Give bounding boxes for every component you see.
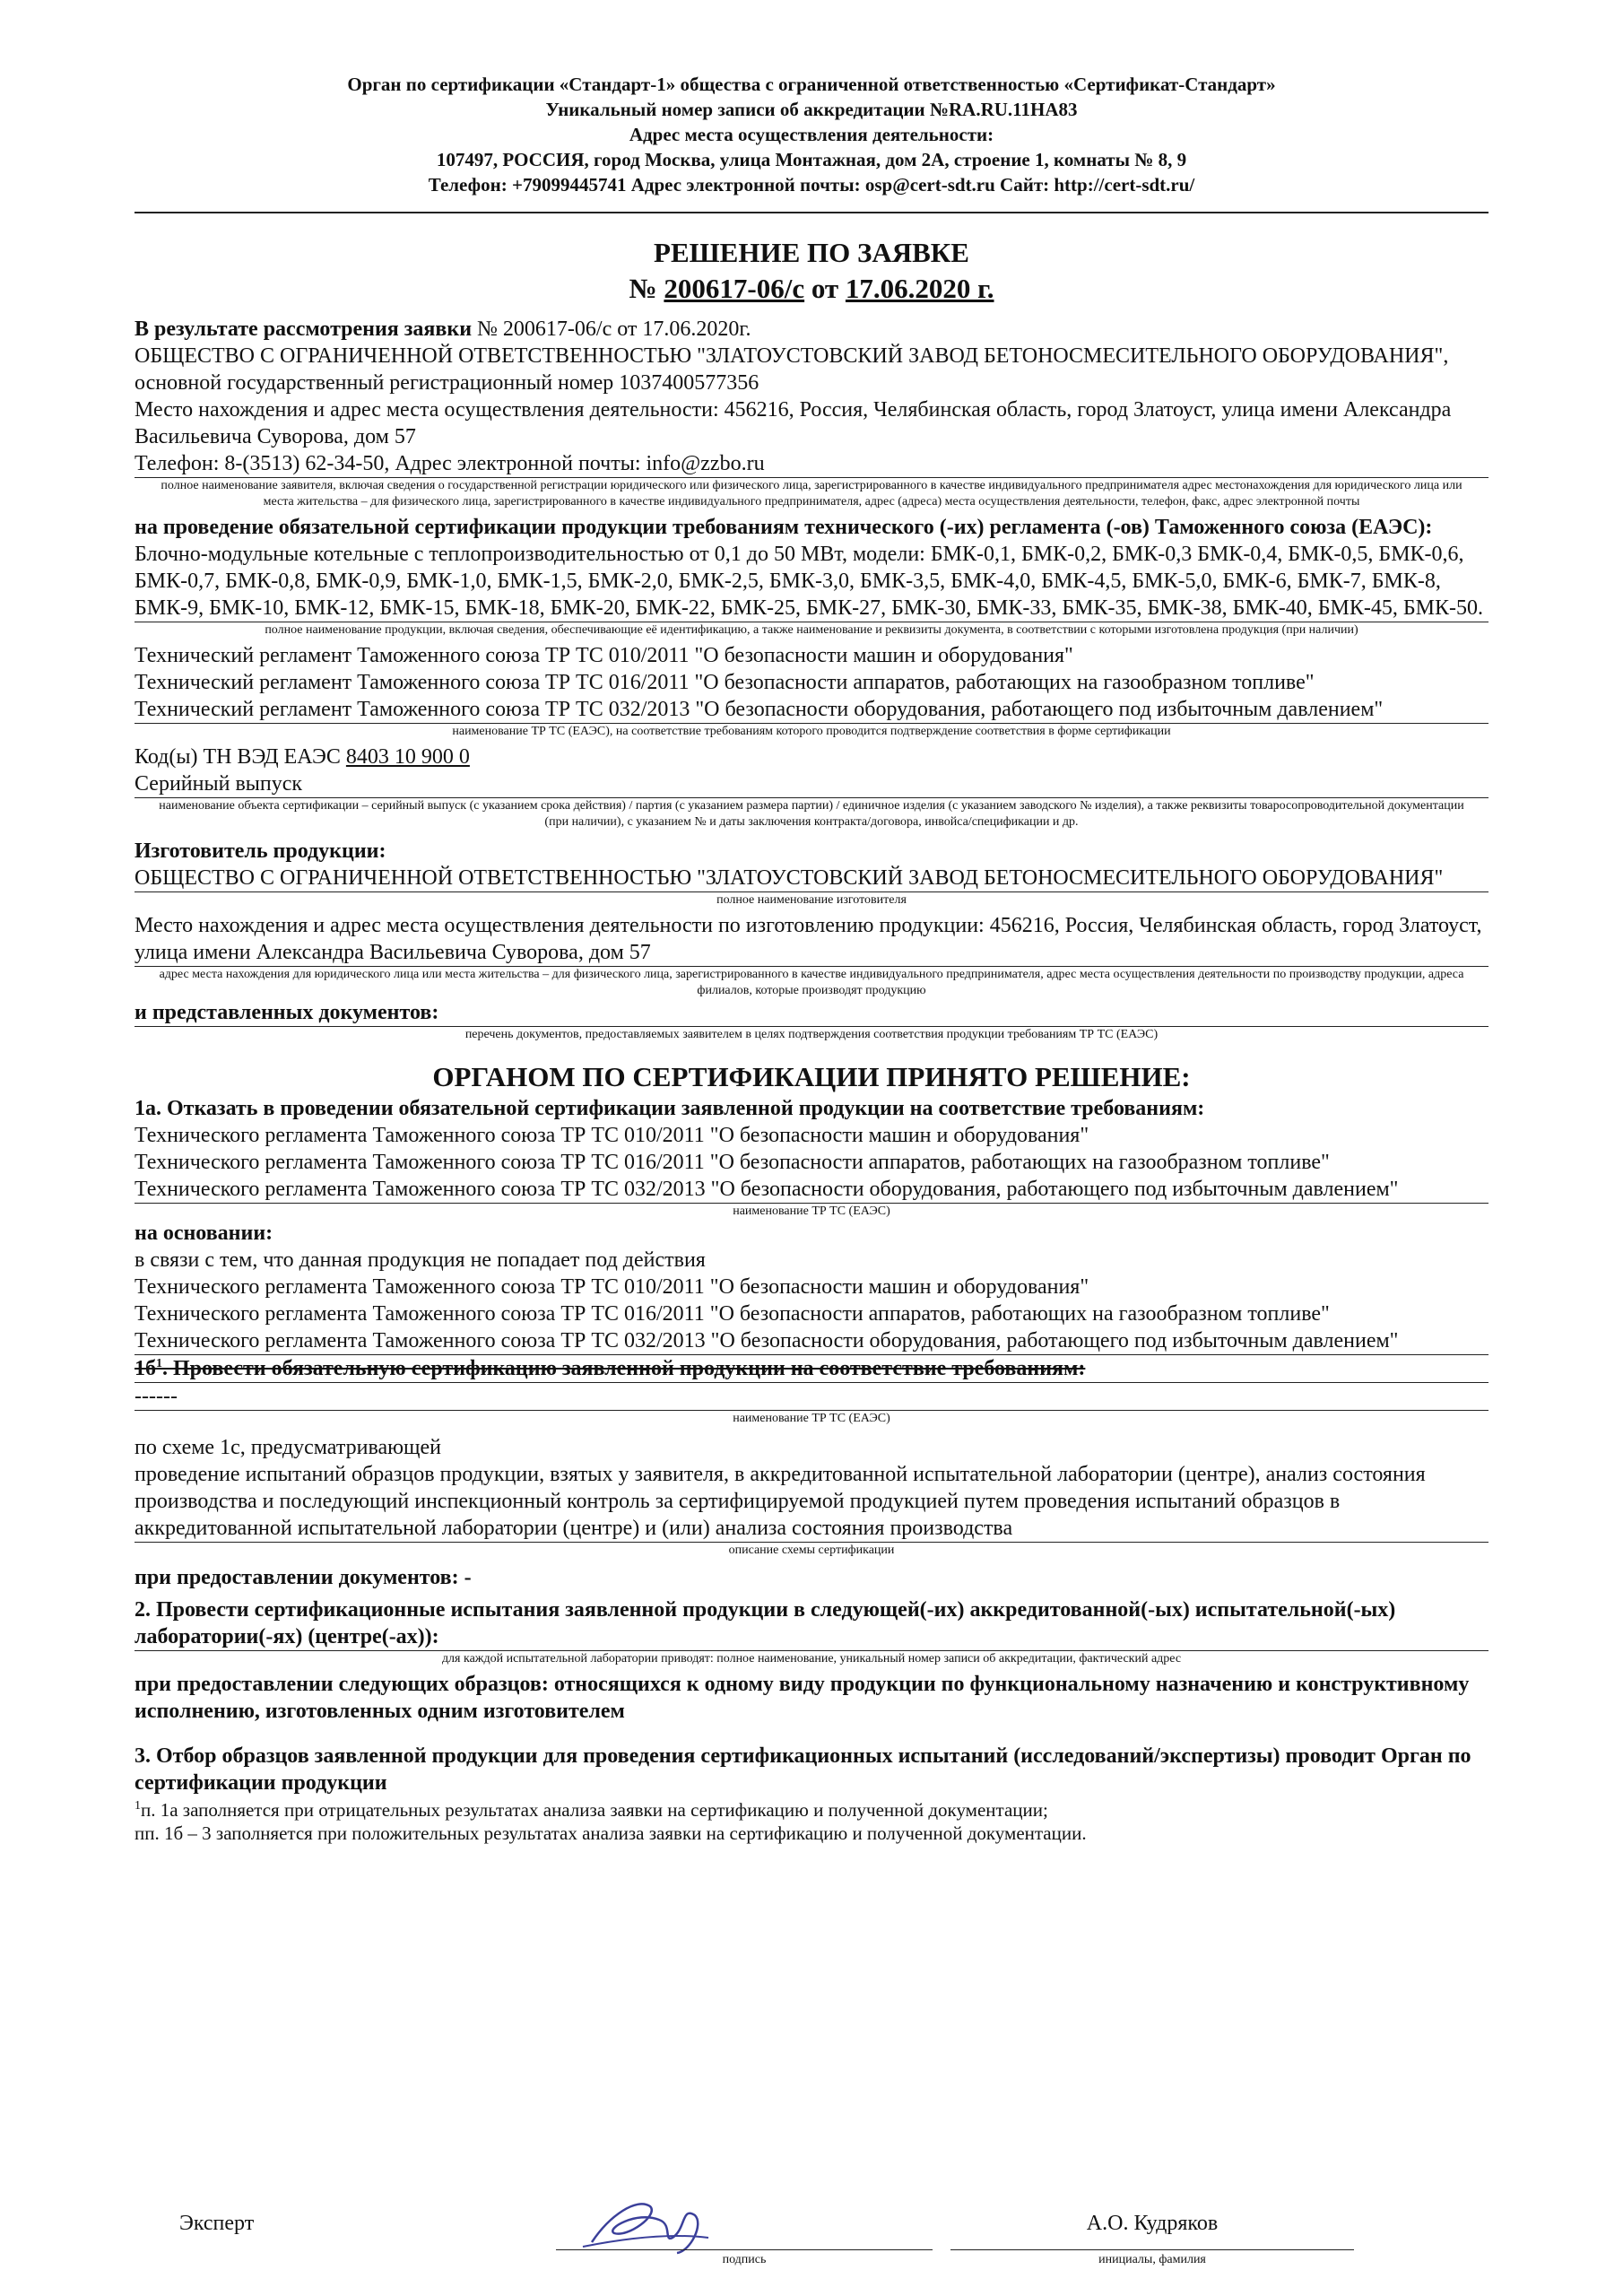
header-line: Телефон: +79099445741 Адрес электронной почты: osp@cert-sdt.ru Сайт: http://cert-sdt.ru/: [428, 174, 1195, 196]
expert-role: Эксперт: [179, 2212, 255, 2235]
decision-section: [135, 1059, 1488, 1845]
applicant-intro: В результате рассмотрения заявки: [135, 317, 473, 341]
regulations-caption: наименование ТР ТС (ЕАЭС), на соответствие требованиям которого проводится подтверждение соответствия в форме сертификации: [452, 725, 1171, 738]
regulation-item: Технического регламента Таможенного союза ТР ТС 032/2013 "О безопасности оборудования, работающего под избыточным давлением": [135, 1178, 1399, 1201]
manufacturer-address-caption: адрес места нахождения для юридического лица или места жительства – для физического лица, зарегистрированного в качестве индивидуального предпринимателя, адрес места осуществления деятельности по производству продукции, адреса филиалов, которые производят продукцию: [159, 968, 1464, 997]
clause-1a-regs: [135, 1122, 1488, 1204]
document-title: [135, 235, 1488, 307]
regulation-item: Технический регламент Таможенного союза ТР ТС 032/2013 "О безопасности оборудования, работающего под избыточным давлением": [135, 698, 1384, 721]
expert-name: А.О. Кудряков: [1086, 2212, 1219, 2235]
from-word: от: [811, 273, 839, 304]
scheme-intro: по схеме 1с, предусматривающей: [135, 1436, 442, 1459]
signature-caption: подпись: [722, 2253, 767, 2266]
manufacturer-section: [135, 838, 1488, 1043]
hs-code-label: Код(ы) ТН ВЭД ЕАЭС: [135, 745, 341, 769]
regulation-item: Технического регламента Таможенного союза ТР ТС 032/2013 "О безопасности оборудования, работающего под избыточным давлением": [135, 1329, 1399, 1352]
scheme-caption: описание схемы сертификации: [728, 1544, 895, 1557]
applicant-name: ОБЩЕСТВО С ОГРАНИЧЕННОЙ ОТВЕТСТВЕННОСТЬЮ "ЗЛАТОУСТОВСКИЙ ЗАВОД БЕТОНОСМЕСИТЕЛЬНОГО ОБОРУДОВАНИЯ", основной государственный регистрационный номер 1037400577356: [135, 344, 1449, 395]
issuer-header: [135, 72, 1488, 197]
applicant-caption: полное наименование заявителя, включая сведения о государственной регистрации юридического или физического лица, зарегистрированного в качестве индивидуального предпринимателя адрес местонахождения для юридического лица или места жительства – для физического лица, зарегистрированного в качестве индивидуального предпринимателя, адрес (адреса) места осуществления деятельности, телефон, факс, адрес электронной почты: [161, 479, 1462, 509]
manufacturer-label: Изготовитель продукции:: [135, 839, 386, 863]
basis-label: на основании:: [135, 1222, 273, 1245]
header-line: 107497, РОССИЯ, город Москва, улица Монтажная, дом 2А, строение 1, комнаты № 8, 9: [436, 149, 1187, 170]
footnote-mark: 1: [156, 1357, 162, 1370]
documents-caption: перечень документов, предоставляемых заявителем в целях подтверждения соответствия продукции требованиям ТР ТС (ЕАЭС): [464, 1028, 1159, 1041]
clause-1b-dash: ------: [135, 1383, 1488, 1411]
manufacturer-address: Место нахождения и адрес места осуществления деятельности по изготовлению продукции: 456216, Россия, Челябинская область, город Златоуст, улица имени Александра Васильевича Суворова, дом 57: [135, 912, 1488, 967]
signature-block: [0, 2188, 1623, 2296]
clause-1b-heading: [135, 1355, 1488, 1383]
certificate-decision-page: [135, 72, 1488, 1845]
clause-1b-num: 1б: [135, 1357, 156, 1380]
regulation-item: Технического регламента Таможенного союза ТР ТС 010/2011 "О безопасности машин и оборудования": [135, 1124, 1089, 1147]
number-sign: №: [629, 273, 657, 304]
applicant-address: Место нахождения и адрес места осуществления деятельности: 456216, Россия, Челябинская область, город Златоуст, улица имени Александра Васильевича Суворова, дом 57: [135, 398, 1452, 448]
serial-production: Серийный выпуск: [135, 770, 1488, 798]
product-caption: полное наименование продукции, включая сведения, обеспечивающие её идентификацию, а также наименование и реквизиты документа, в соответствии с которыми изготовлена продукция (при наличии): [265, 623, 1358, 637]
manufacturer-name: ОБЩЕСТВО С ОГРАНИЧЕННОЙ ОТВЕТСТВЕННОСТЬЮ "ЗЛАТОУСТОВСКИЙ ЗАВОД БЕТОНОСМЕСИТЕЛЬНОГО ОБОРУДОВАНИЯ": [135, 865, 1488, 892]
purpose-heading: на проведение обязательной сертификации продукции требованиям технического (-их) регламента (-ов) Таможенного союза (ЕАЭС):: [135, 516, 1433, 539]
clause-3-text: 3. Отбор образцов заявленной продукции для проведения сертификационных испытаний (исследований/экспертизы) проводит Орган по сертификации продукции: [135, 1744, 1471, 1795]
title-number-line: [135, 271, 1488, 307]
applicant-section: [135, 316, 1488, 510]
documents-provided: при предоставлении документов: -: [135, 1566, 472, 1589]
clause-2-caption: для каждой испытательной лаборатории приводят: полное наименование, уникальный номер записи об аккредитации, фактический адрес: [441, 1652, 1182, 1665]
title-line: РЕШЕНИЕ ПО ЗАЯВКЕ: [654, 237, 969, 268]
regulation-item: Технического регламента Таможенного союза ТР ТС 016/2011 "О безопасности аппаратов, работающих на газообразном топливе": [135, 1302, 1330, 1326]
product-description: Блочно-модульные котельные с теплопроизводительностью от 0,1 до 50 МВт, модели: БМК-0,1, БМК-0,2, БМК-0,3 БМК-0,4, БМК-0,5, БМК-0,6, БМК-0,7, БМК-0,8, БМК-0,9, БМК-1,0, БМК-1,5, БМК-2,0, БМК-2,5, БМК-3,0, БМК-3,5, БМК-4,0, БМК-4,5, БМК-5,0, БМК-6, БМК-7, БМК-8, БМК-9, БМК-10, БМК-12, БМК-15, БМК-18, БМК-20, БМК-22, БМК-25, БМК-27, БМК-30, БМК-33, БМК-35, БМК-38, БМК-40, БМК-45, БМК-50.: [135, 541, 1488, 622]
name-caption: инициалы, фамилия: [1098, 2253, 1206, 2266]
serial-caption: наименование объекта сертификации – серийный выпуск (с указанием срока действия) / партия (с указанием размера партии) / единичное изделия (с указанием заводского № изделия), а также реквизиты товаросопроводительной документации (при наличии), с указанием № и даты заключения контракта/договора, инвойса/спецификации и др.: [159, 799, 1464, 829]
footnote-1-text: п. 1а заполняется при отрицательных результатах анализа заявки на сертификацию и полученной документации;: [141, 1799, 1048, 1821]
hs-code-value: 8403 10 900 0: [345, 745, 470, 769]
documents-label: и представленных документов:: [135, 999, 1488, 1027]
application-date: 17.06.2020 г.: [845, 273, 994, 304]
hs-code-line: [135, 744, 1488, 770]
footnote-mark: 1: [135, 1799, 141, 1813]
regulations-list: [135, 642, 1488, 724]
regulation-item: Технический регламент Таможенного союза ТР ТС 016/2011 "О безопасности аппаратов, работающих на газообразном топливе": [135, 671, 1315, 694]
manufacturer-name-caption: полное наименование изготовителя: [716, 893, 907, 907]
application-number: 200617-06/с: [664, 273, 805, 304]
purpose-section: [135, 514, 1488, 831]
regulation-item: Технического регламента Таможенного союза ТР ТС 010/2011 "О безопасности машин и оборудования": [135, 1275, 1089, 1299]
header-line: Уникальный номер записи об аккредитации №RA.RU.11НА83: [545, 99, 1078, 120]
clause-2-heading: 2. Провести сертификационные испытания заявленной продукции в следующей(-их) аккредитованной(-ых) испытательной(-ых) лаборатории(-ях) (центре(-ах)):: [135, 1596, 1488, 1651]
trts-caption: наименование ТР ТС (ЕАЭС): [733, 1412, 890, 1425]
regulation-item: Технический регламент Таможенного союза ТР ТС 010/2011 "О безопасности машин и оборудования": [135, 644, 1073, 667]
header-line: Орган по сертификации «Стандарт-1» общества с ограниченной ответственностью «Сертификат-Стандарт»: [347, 74, 1276, 95]
footnote-2: пп. 1б – 3 заполняется при положительных результатах анализа заявки на сертификацию и полученной документации.: [135, 1822, 1087, 1844]
basis-block: [135, 1247, 1488, 1355]
applicant-contacts: Телефон: 8-(3513) 62-34-50, Адрес электронной почты: info@zzbo.ru: [135, 450, 1488, 478]
decision-heading: ОРГАНОМ ПО СЕРТИФИКАЦИИ ПРИНЯТО РЕШЕНИЕ:: [432, 1061, 1191, 1092]
clause-1a-heading: 1а. Отказать в проведении обязательной сертификации заявленной продукции на соответствие требованиям:: [135, 1097, 1205, 1120]
scheme-text: проведение испытаний образцов продукции, взятых у заявителя, в аккредитованной испытательной лаборатории (центре), анализ состояния производства и последующий инспекционный контроль за сертифицируемой продукцией путем проведения испытаний образцов в аккредитованной испытательной лаборатории (центре) и (или) анализа состояния производства: [135, 1461, 1488, 1543]
name-line: [950, 2249, 1354, 2250]
regulation-item: Технического регламента Таможенного союза ТР ТС 016/2011 "О безопасности аппаратов, работающих на газообразном топливе": [135, 1151, 1330, 1174]
signature-line: [556, 2249, 933, 2250]
footnote-1: [135, 1798, 1488, 1822]
header-divider: [135, 212, 1488, 213]
trts-caption: наименование ТР ТС (ЕАЭС): [733, 1205, 890, 1218]
samples-text: при предоставлении следующих образцов: относящихся к одному виду продукции по функциональному назначению и конструктивному исполнению, изготовленных одним изготовителем: [135, 1673, 1470, 1723]
header-line: Адрес места осуществления деятельности:: [629, 124, 994, 145]
clause-1b-text: . Провести обязательную сертификацию заявленной продукции на соответствие требованиям:: [162, 1357, 1086, 1380]
basis-intro: в связи с тем, что данная продукция не попадает под действия: [135, 1248, 706, 1272]
applicant-intro-rest: № 200617-06/с от 17.06.2020г.: [477, 317, 751, 341]
